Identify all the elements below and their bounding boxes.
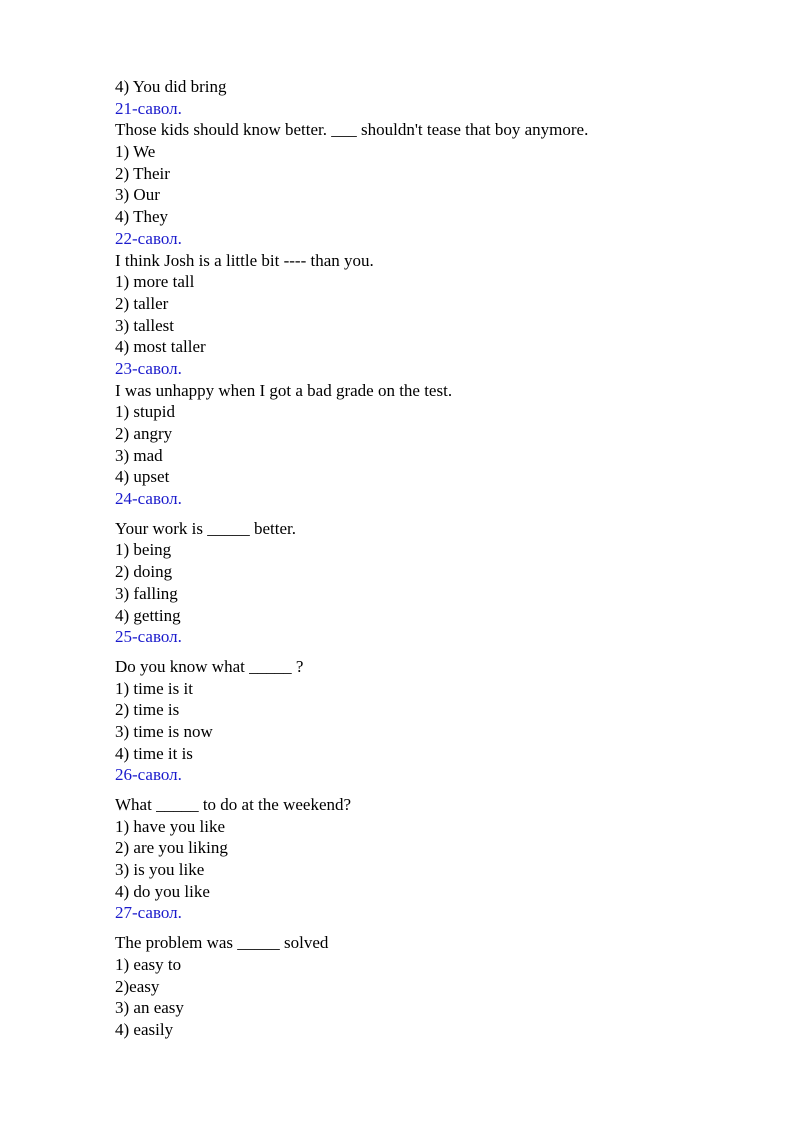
option: 4) upset: [115, 467, 170, 487]
question-text: I think Josh is a little bit ---- than you.: [115, 250, 374, 270]
option: 4) do you like: [115, 881, 210, 901]
question-number: 25-савол.: [115, 627, 182, 647]
option: 1) more tall: [115, 272, 195, 292]
option: 1) being: [115, 540, 172, 560]
option: 2) taller: [115, 293, 169, 313]
option: 2) time is: [115, 700, 180, 720]
question-block: [115, 902, 755, 1040]
question-block: [115, 228, 755, 358]
question-number: 24-савол.: [115, 489, 182, 509]
question-text: Your work is _____ better.: [115, 518, 297, 538]
question-text: Do you know what _____ ?: [115, 656, 304, 676]
question-number: 26-савол.: [115, 765, 182, 785]
option: 4) getting: [115, 605, 181, 625]
document-page: [115, 76, 755, 1041]
option: 2) Their: [115, 163, 170, 183]
question-text: The problem was _____ solved: [115, 933, 329, 953]
question-number: 21-савол.: [115, 98, 182, 118]
question-number: 27-савол.: [115, 903, 182, 923]
question-text: What _____ to do at the weekend?: [115, 795, 352, 814]
question-block: [115, 488, 755, 626]
question-text: I was unhappy when I got a bad grade on the test.: [115, 380, 453, 400]
option: 2) angry: [115, 424, 173, 443]
option: 4) You did bring: [115, 77, 227, 96]
option: 1) time is it: [115, 678, 193, 698]
question-block: [115, 626, 755, 764]
paragraph-gap: [115, 786, 755, 794]
paragraph-gap: [115, 924, 755, 932]
option: 1) easy to: [115, 954, 182, 974]
question-block: [115, 358, 755, 488]
option: 3) an easy: [115, 998, 184, 1018]
question-block: [115, 98, 755, 228]
question-block: [115, 764, 755, 902]
option: 2) are you liking: [115, 838, 228, 858]
option: 3) is you like: [115, 860, 205, 880]
option: 3) tallest: [115, 315, 175, 335]
question-text: Those kids should know better. ___ shouldn't tease that boy anymore.: [115, 120, 589, 140]
question-number: 22-савол.: [115, 228, 182, 248]
option: 1) stupid: [115, 402, 175, 422]
option: 3) mad: [115, 445, 163, 465]
option: 4) They: [115, 207, 169, 227]
option: 4) most taller: [115, 337, 206, 357]
option: 3) falling: [115, 583, 178, 603]
question-number: 23-савол.: [115, 358, 182, 378]
option: 1) have you like: [115, 816, 225, 836]
option: 4) time it is: [115, 743, 193, 763]
option: 4) easily: [115, 1019, 174, 1039]
option: 2)easy: [115, 976, 160, 996]
paragraph-gap: [115, 648, 755, 656]
option: 2) doing: [115, 562, 173, 582]
paragraph-gap: [115, 510, 755, 518]
option: 3) Our: [115, 185, 160, 205]
option: 1) We: [115, 142, 156, 162]
option: 3) time is now: [115, 721, 213, 741]
